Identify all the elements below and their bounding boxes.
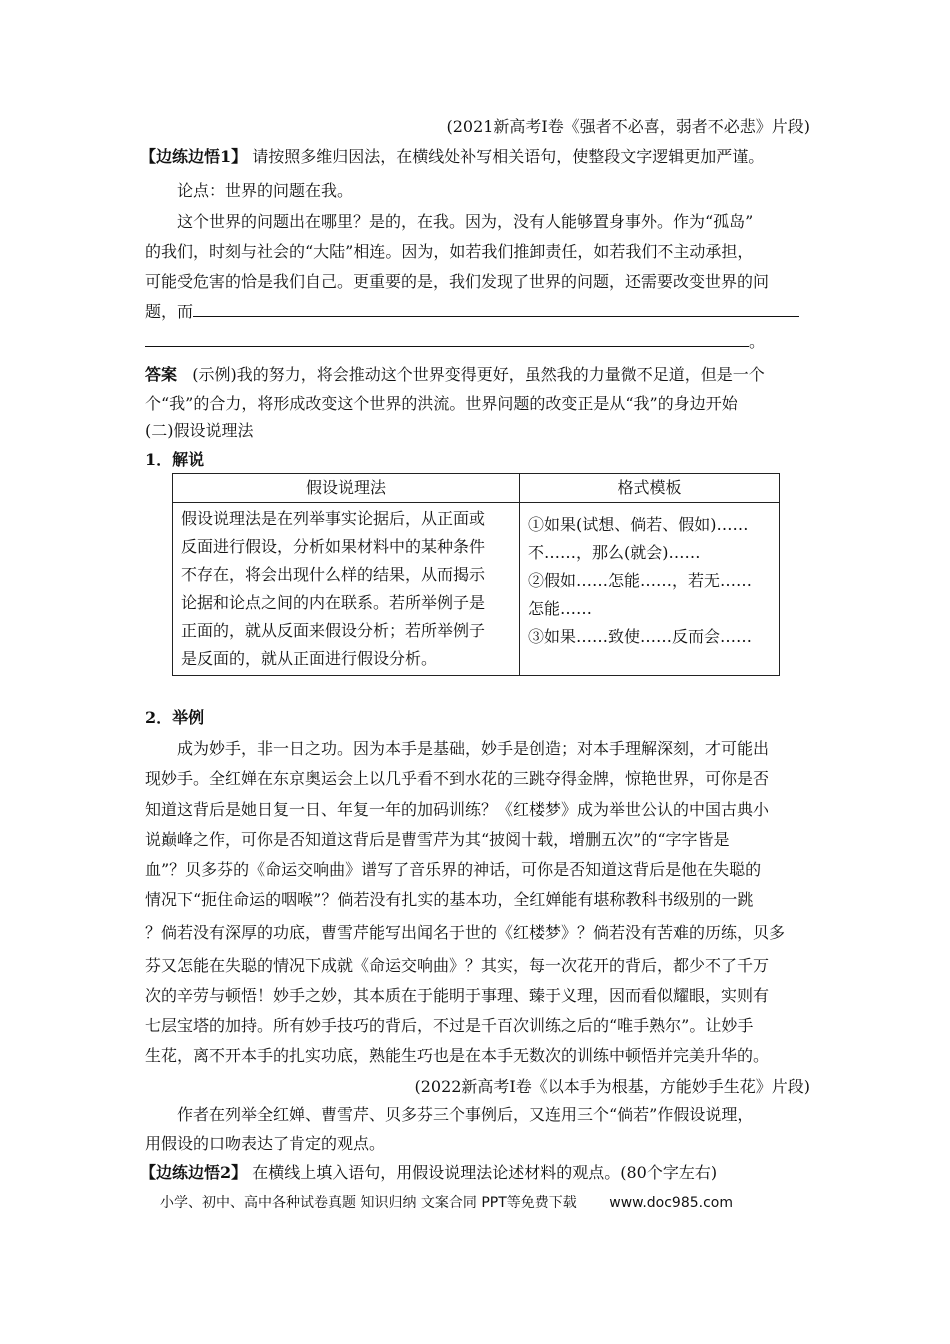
practice-paragraph-line: 的我们，时刻与社会的“大陆”相连。因为，如若我们推卸责任，如若我们不主动承担， — [145, 242, 754, 261]
practice-prompt-1 — [140, 146, 805, 168]
footer-text: 小学、初中、高中各种试卷真题 知识归纳 文案合同 PPT等免费下载 — [160, 1195, 577, 1211]
practice-paragraph-tail: 题，而 — [145, 302, 194, 321]
table-header: 假设说理法 — [173, 474, 520, 503]
practice-label-1: 【边练边悟1】 — [140, 147, 248, 166]
table-cell-description — [173, 503, 520, 676]
example-line: 次的辛劳与顿悟！妙手之妙，其本质在于能明于事理、臻于义理，因而看似耀眼，实则有 — [145, 986, 770, 1005]
cell-line: 不……，那么(就会)…… — [528, 543, 701, 562]
thesis-line: 论点：世界的问题在我。 — [177, 181, 354, 200]
answer-line-2: 个“我”的合力，将形成改变这个世界的洪流。世界问题的改变正是从“我”的身边开始 — [145, 394, 738, 413]
answer-text: (示例)我的努力，将会推动这个世界变得更好，虽然我的力量微不足道，但是一个 — [192, 365, 765, 384]
source-citation-2: (2022新高考Ⅰ卷《以本手为根基，方能妙手生花》片段) — [414, 1077, 810, 1096]
cell-line: 不存在，将会出现什么样的结果，从而揭示 — [181, 565, 486, 584]
practice-paragraph-line: 可能受危害的恰是我们自己。更重要的是，我们发现了世界的问题，还需要改变世界的问 — [145, 272, 770, 291]
analysis-line: 作者在列举全红婵、曹雪芹、贝多芬三个事例后，又连用三个“倘若”作假设说理， — [177, 1105, 754, 1124]
cell-line: ③如果……致使……反而会…… — [528, 627, 753, 646]
answer-label: 答案 — [145, 365, 178, 384]
table-cell-template — [520, 503, 780, 676]
example-line: 七层宝塔的加持。所有妙手技巧的背后，不过是千百次训练之后的“唯手熟尔”。让妙手 — [145, 1016, 754, 1035]
practice-label-2: 【边练边悟2】 — [140, 1163, 248, 1182]
analysis-line: 用假设的口吻表达了肯定的观点。 — [145, 1134, 386, 1153]
cell-line: 论据和论点之间的内在联系。若所举例子是 — [181, 593, 486, 612]
example-line: 生花，离不开本手的扎实功底，熟能生巧也是在本手无数次的训练中顿悟并完美升华的。 — [145, 1046, 770, 1065]
practice-paragraph-line-blank — [145, 301, 810, 323]
practice-prompt-2 — [140, 1162, 805, 1184]
cell-line: 反面进行假设，分析如果材料中的某种条件 — [181, 537, 486, 556]
example-line: 知道这背后是她日复一日、年复一年的加码训练？《红楼梦》成为举世公认的中国古典小 — [145, 800, 770, 819]
footer-url-link[interactable]: www.doc985.com — [609, 1195, 733, 1211]
cell-line: 怎能…… — [528, 599, 593, 618]
answer-blank-line[interactable] — [145, 332, 749, 347]
example-line: 说巅峰之作，可你是否知道这背后是曹雪芹为其“披阅十载，增删五次”的“字字皆是 — [145, 830, 730, 849]
example-line: 血”？贝多芬的《命运交响曲》谱写了音乐界的神话，可你是否知道这背后是他在失聪的 — [145, 860, 762, 879]
cell-line: 假设说理法是在列举事实论据后，从正面或 — [181, 509, 486, 528]
cell-line: 正面的，就从反面来假设分析；若所举例子 — [181, 621, 486, 640]
practice-text-1: 请按照多维归因法，在横线处补写相关语句，使整段文字逻辑更加严谨。 — [252, 147, 765, 166]
period: 。 — [749, 332, 766, 351]
answer-blank-line[interactable] — [193, 302, 799, 317]
table-header-row — [173, 474, 780, 503]
practice-blank-line-2 — [145, 331, 810, 353]
source-citation-1: (2021新高考Ⅰ卷《强者不必喜，弱者不必悲》片段) — [446, 117, 810, 136]
example-line: 现妙手。全红婵在东京奥运会上以几乎看不到水花的三跳夺得金牌，惊艳世界，可你是否 — [145, 769, 770, 788]
cell-line: ②假如……怎能……，若无…… — [528, 571, 753, 590]
example-line: ？倘若没有深厚的功底，曹雪芹能写出闻名于世的《红楼梦》？倘若没有苦难的历练，贝多 — [145, 923, 786, 942]
practice-text-2: 在横线上填入语句，用假设说理法论述材料的观点。(80个字左右) — [252, 1163, 718, 1182]
table-row — [173, 503, 780, 676]
section-heading: (二)假设说理法 — [145, 421, 254, 440]
practice-paragraph-line: 这个世界的问题出在哪里？是的，在我。因为，没有人能够置身事外。作为“孤岛” — [177, 212, 754, 231]
example-line: 成为妙手，非一日之功。因为本手是基础，妙手是创造；对本手理解深刻，才可能出 — [177, 739, 770, 758]
example-line: 情况下“扼住命运的咽喉”？倘若没有扎实的基本功，全红婵能有堪称教科书级别的一跳 — [145, 890, 754, 909]
table-header: 格式模板 — [520, 474, 780, 503]
method-table — [172, 473, 780, 676]
example-line: 芬又怎能在失聪的情况下成就《命运交响曲》？其实，每一次花开的背后，都少不了千万 — [145, 956, 770, 975]
cell-line: 是反面的，就从正面进行假设分析。 — [181, 649, 438, 668]
answer-line-1 — [145, 364, 810, 386]
subheading-explanation: 1．解说 — [145, 450, 205, 469]
page-footer — [160, 1192, 800, 1212]
cell-line: ①如果(试想、倘若、假如)…… — [528, 515, 749, 534]
subheading-example: 2．举例 — [145, 708, 205, 727]
